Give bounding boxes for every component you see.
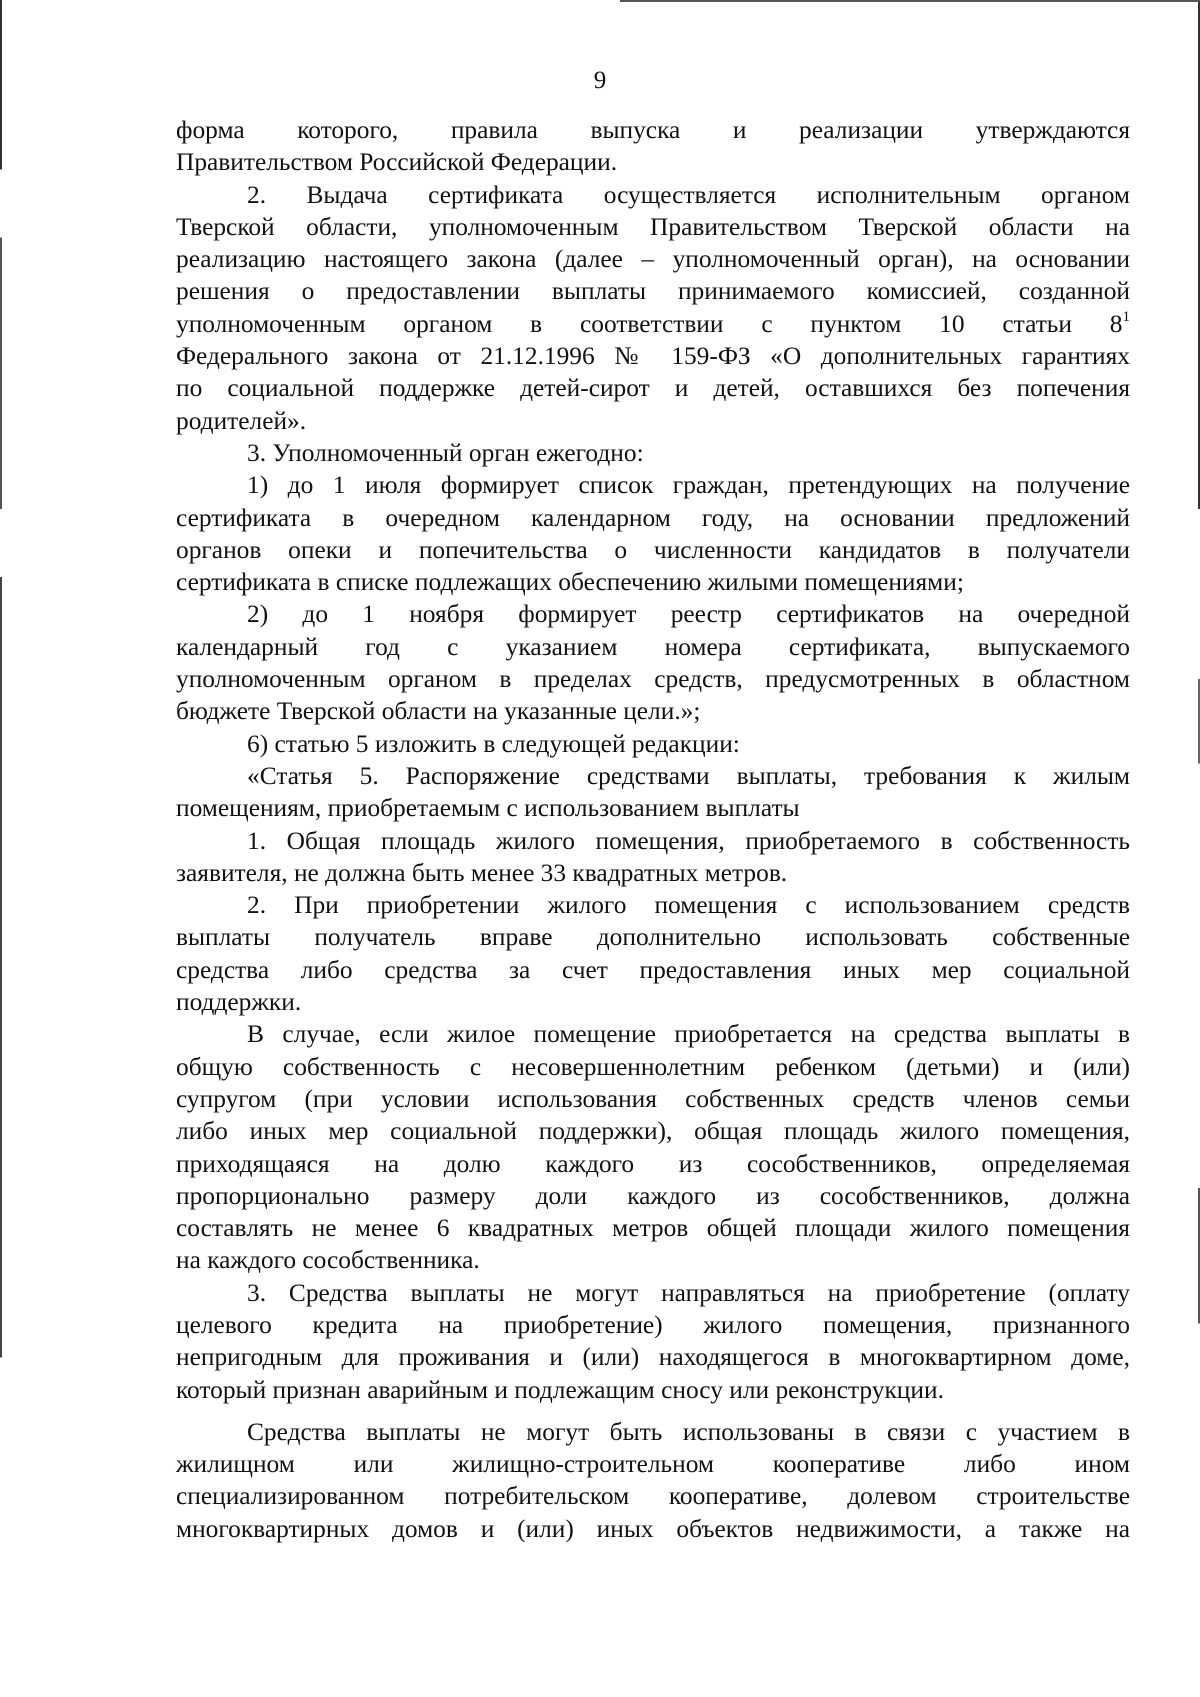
- text-line: [176, 792, 1130, 824]
- line-text: 3. Уполномоченный орган ежегодно:: [247, 438, 644, 467]
- line-text: «Статья 5. Распоряжение средствами выплаты, требования к жилым: [247, 761, 1130, 790]
- text-line: [176, 1416, 1130, 1448]
- paragraph: [176, 1277, 1130, 1406]
- scan-edge-top: [620, 0, 1200, 2]
- text-line: [176, 1083, 1130, 1115]
- line-text: жилищном или жилищно-строительном кооперативе либо ином: [176, 1450, 1130, 1479]
- line-text: 6) статью 5 изложить в следующей редакции:: [247, 729, 740, 758]
- line-text: либо иных мер социальной поддержки), общая площадь жилого помещения,: [176, 1117, 1130, 1146]
- line-text: Тверской области, уполномоченным Правительством Тверской области на: [176, 212, 1130, 241]
- text-line: [176, 1341, 1130, 1373]
- line-text: поддержки.: [176, 988, 302, 1017]
- text-line: [176, 1277, 1130, 1309]
- scan-edge-left: [0, 0, 2, 1697]
- line-text: 3. Средства выплаты не могут направляться на приобретение (оплату: [247, 1278, 1130, 1307]
- line-text: заявителя, не должна быть менее 33 квадратных метров.: [176, 858, 788, 887]
- text-line: [176, 534, 1130, 566]
- text-line: [176, 728, 1130, 760]
- text-line: [176, 1212, 1130, 1244]
- paragraph: [176, 825, 1130, 890]
- text-line: [176, 825, 1130, 857]
- paragraph: [176, 728, 1130, 760]
- paragraph: [176, 889, 1130, 1018]
- text-line: [176, 469, 1130, 501]
- line-text: сертификата в очередном календарном году, на основании предложений: [176, 503, 1130, 532]
- line-text: 1. Общая площадь жилого помещения, приобретаемого в собственность: [247, 826, 1130, 855]
- line-text: родителей».: [176, 406, 307, 435]
- line-text: супругом (при условии использования собственных средств членов семьи: [176, 1084, 1130, 1113]
- text-line: [176, 437, 1130, 469]
- text-line: [176, 1374, 1130, 1406]
- document-body: [176, 114, 1130, 1545]
- line-text: календарный год с указанием номера сертификата, выпускаемого: [176, 632, 1130, 661]
- text-line: [176, 211, 1130, 243]
- text-line: [176, 146, 1130, 178]
- line-text: пропорционально размеру доли каждого из сособственников, должна: [176, 1181, 1130, 1210]
- line-text: помещениям, приобретаемым с использованием выплаты: [176, 794, 800, 823]
- text-line: [176, 1513, 1130, 1545]
- line-text: Правительством Российской Федерации.: [176, 148, 618, 177]
- text-line: [176, 760, 1130, 792]
- paragraph: [176, 179, 1130, 437]
- page-number: 9: [593, 67, 607, 94]
- paragraph: [176, 1018, 1130, 1276]
- line-text: уполномоченным органом в пределах средств, предусмотренных в областном: [176, 665, 1130, 694]
- paragraph: [176, 598, 1130, 727]
- paragraph: [176, 760, 1130, 825]
- line-text: Средства выплаты не могут быть использованы в связи с участием в: [247, 1417, 1130, 1446]
- line-text: 2) до 1 ноября формирует реестр сертификатов на очередной: [247, 600, 1130, 629]
- line-text: выплаты получатель вправе дополнительно использовать собственные: [176, 923, 1130, 952]
- text-line: [176, 114, 1130, 146]
- line-text: специализированном потребительском кооперативе, долевом строительстве: [176, 1482, 1130, 1511]
- text-line: [176, 372, 1130, 404]
- line-text: по социальной поддержке детей-сирот и детей, оставшихся без попечения: [176, 374, 1130, 403]
- text-line: [176, 405, 1130, 437]
- line-text: средства либо средства за счет предоставления иных мер социальной: [176, 955, 1130, 984]
- text-line: [176, 1018, 1130, 1050]
- line-text: на каждого сособственника.: [176, 1246, 480, 1275]
- text-line: [176, 1115, 1130, 1147]
- line-text: бюджете Тверской области на указанные цели.»;: [176, 697, 701, 726]
- line-text: составлять не менее 6 квадратных метров общей площади жилого помещения: [176, 1214, 1130, 1243]
- text-line: [176, 857, 1130, 889]
- text-line: [176, 986, 1130, 1018]
- superscript: 1: [1122, 308, 1130, 325]
- line-text: который признан аварийным и подлежащим сносу или реконструкции.: [176, 1375, 944, 1404]
- line-text: уполномоченным органом в соответствии с пунктом 10 статьи 8: [176, 309, 1123, 338]
- text-line: [176, 889, 1130, 921]
- line-text: сертификата в списке подлежащих обеспечению жилыми помещениями;: [176, 568, 964, 597]
- text-line: [176, 566, 1130, 598]
- text-line: [176, 1448, 1130, 1480]
- paragraph: [176, 437, 1130, 469]
- line-text: органов опеки и попечительства о численности кандидатов в получатели: [176, 535, 1130, 564]
- text-line: [176, 631, 1130, 663]
- text-line: [176, 243, 1130, 275]
- line-text: решения о предоставлении выплаты принимаемого комиссией, созданной: [176, 277, 1130, 306]
- text-line: [176, 663, 1130, 695]
- text-line: [176, 179, 1130, 211]
- line-text: многоквартирных домов и (или) иных объектов недвижимости, а также на: [176, 1514, 1130, 1543]
- text-line: [176, 1244, 1130, 1276]
- text-line: [176, 1180, 1130, 1212]
- line-text: целевого кредита на приобретение) жилого помещения, признанного: [176, 1310, 1130, 1339]
- text-line: [176, 275, 1130, 307]
- paragraph: [176, 469, 1130, 598]
- paragraph: [176, 114, 1130, 179]
- line-text: непригодным для проживания и (или) находящегося в многоквартирном доме,: [176, 1343, 1130, 1372]
- text-line: [176, 1148, 1130, 1180]
- text-line: [176, 954, 1130, 986]
- line-text: форма которого, правила выпуска и реализации утверждаются: [176, 116, 1130, 144]
- text-line: [176, 1051, 1130, 1083]
- text-line: [176, 308, 1130, 340]
- line-text: приходящаяся на долю каждого из сособственников, определяемая: [176, 1149, 1130, 1178]
- paragraph: [176, 1416, 1130, 1545]
- text-line: [176, 921, 1130, 953]
- line-text: В случае, если жилое помещение приобретается на средства выплаты в: [247, 1020, 1130, 1049]
- text-line: [176, 598, 1130, 630]
- line-text: 1) до 1 июля формирует список граждан, претендующих на получение: [247, 471, 1130, 500]
- line-text: 2. Выдача сертификата осуществляется исполнительным органом: [247, 180, 1130, 209]
- text-line: [176, 1309, 1130, 1341]
- text-line: [176, 340, 1130, 372]
- text-line: [176, 1480, 1130, 1512]
- line-text: 2. При приобретении жилого помещения с использованием средств: [247, 891, 1130, 920]
- text-line: [176, 502, 1130, 534]
- line-text: реализацию настоящего закона (далее – уполномоченный орган), на основании: [176, 245, 1130, 274]
- text-line: [176, 695, 1130, 727]
- line-text: Федерального закона от 21.12.1996 № 159-ФЗ «О дополнительных гарантиях: [176, 342, 1130, 371]
- line-text: общую собственность с несовершеннолетним ребенком (детьми) и (или): [176, 1052, 1130, 1081]
